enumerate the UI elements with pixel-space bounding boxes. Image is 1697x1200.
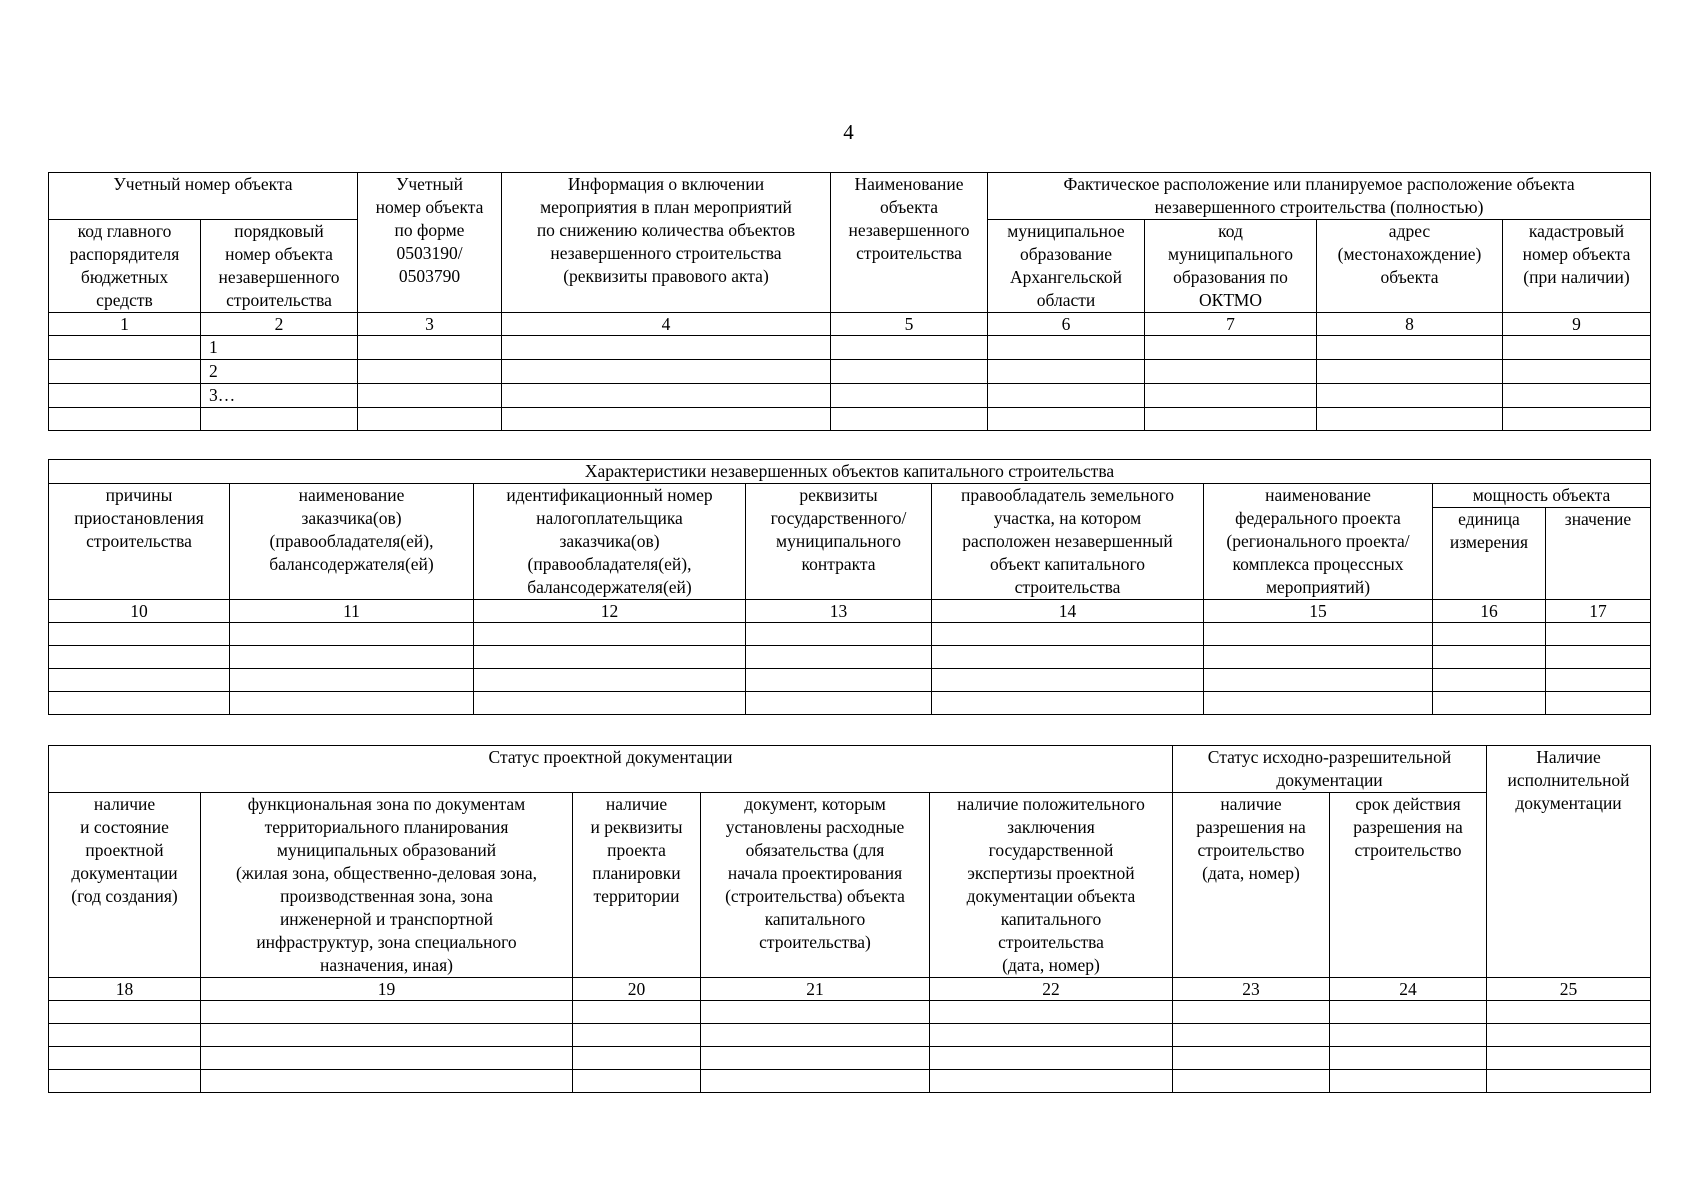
header-line: 0503190/ — [396, 243, 463, 263]
table-row — [49, 1047, 1651, 1070]
header-line: незавершенного — [218, 267, 340, 287]
table-cell[interactable] — [1145, 384, 1317, 408]
header-planning-project — [573, 793, 701, 978]
table-cell[interactable] — [358, 336, 502, 360]
header-federal-project — [1204, 484, 1433, 600]
header-line: разрешения на — [1353, 817, 1463, 837]
table-cell[interactable] — [1433, 669, 1546, 692]
table-cell[interactable] — [1487, 1070, 1651, 1093]
table-cell[interactable] — [49, 623, 230, 646]
header-line: (местонахождение) — [1337, 244, 1482, 264]
header-line: Учетный — [395, 174, 464, 194]
header-line: 0503790 — [398, 266, 461, 286]
header-line: Статус исходно-разрешительной — [1207, 747, 1452, 767]
header-line: по форме — [394, 220, 465, 240]
column-number: 16 — [1433, 600, 1546, 623]
column-number: 10 — [49, 600, 230, 623]
header-permit-validity — [1330, 793, 1487, 978]
header-address — [1317, 220, 1503, 313]
table-cell[interactable] — [1503, 360, 1651, 384]
table-cell[interactable] — [1330, 1047, 1487, 1070]
table-cell[interactable] — [1145, 336, 1317, 360]
header-line: установлены расходные — [725, 817, 905, 837]
header-line: мероприятий) — [1265, 577, 1371, 597]
table-cell[interactable] — [1317, 360, 1503, 384]
data-rows — [49, 623, 1651, 715]
column-number: 24 — [1330, 978, 1487, 1001]
header-line: планировки — [592, 863, 681, 883]
header-line: строительства — [1014, 577, 1121, 597]
table-cell[interactable] — [1204, 623, 1433, 646]
table-cell[interactable] — [230, 623, 474, 646]
table-cell[interactable] — [1487, 1047, 1651, 1070]
header-capacity-group: мощность объекта — [1433, 484, 1651, 508]
header-line: капитального — [1000, 909, 1102, 929]
table-cell[interactable] — [502, 360, 831, 384]
header-line: бюджетных — [80, 267, 169, 287]
header-line: незавершенного — [848, 220, 970, 240]
column-number: 21 — [701, 978, 930, 1001]
page-number: 4 — [843, 120, 854, 144]
table-cell[interactable] — [49, 1001, 201, 1024]
table-cell[interactable] — [1317, 384, 1503, 408]
header-land-rightholder — [932, 484, 1204, 600]
header-plan-inclusion-info — [502, 173, 831, 313]
header-line: и состояние — [80, 817, 169, 837]
header-line: кадастровый — [1528, 221, 1625, 241]
table-cell[interactable] — [1173, 1070, 1330, 1093]
project-documentation-table — [48, 745, 1651, 1093]
table-cell[interactable] — [1546, 692, 1651, 715]
header-line: по снижению количества объектов — [536, 220, 796, 240]
header-line: значение — [1564, 509, 1632, 529]
header-line: (реквизиты правового акта) — [563, 266, 769, 286]
header-line: образование — [1019, 244, 1113, 264]
table-cell[interactable] — [474, 623, 746, 646]
table-cell[interactable] — [930, 1070, 1173, 1093]
header-line: объект капитального — [990, 554, 1145, 574]
header-line: (дата, номер) — [1202, 863, 1300, 883]
column-number-row — [49, 313, 1651, 336]
header-customer-inn — [474, 484, 746, 600]
table-cell[interactable] — [746, 646, 932, 669]
header-line: инфраструктур, зона специального — [256, 932, 517, 952]
table-cell[interactable] — [1317, 408, 1503, 431]
header-line: муниципальных образований — [276, 840, 497, 860]
table-cell[interactable] — [1433, 623, 1546, 646]
table-cell[interactable] — [201, 1001, 573, 1024]
column-number: 20 — [573, 978, 701, 1001]
column-number: 19 — [201, 978, 573, 1001]
data-rows — [49, 336, 1651, 431]
header-line: строительство — [1354, 840, 1462, 860]
table-cell[interactable] — [201, 1070, 573, 1093]
header-line: (при наличии) — [1523, 267, 1630, 287]
table-cell[interactable] — [831, 360, 988, 384]
table-cell[interactable] — [988, 336, 1145, 360]
column-number: 15 — [1204, 600, 1433, 623]
table-cell[interactable] — [573, 1047, 701, 1070]
table-cell[interactable] — [1173, 1001, 1330, 1024]
header-line: строительство — [1197, 840, 1305, 860]
table-cell[interactable] — [988, 360, 1145, 384]
table-cell[interactable] — [49, 384, 201, 408]
table-cell[interactable] — [1546, 646, 1651, 669]
header-line: начала проектирования — [727, 863, 903, 883]
table-cell[interactable] — [230, 692, 474, 715]
column-number: 4 — [502, 313, 831, 336]
header-line: строительства) — [759, 932, 871, 952]
header-line: правообладатель земельного — [960, 485, 1175, 505]
table-cell[interactable] — [358, 360, 502, 384]
table-cell[interactable] — [358, 384, 502, 408]
header-line: области — [1036, 290, 1096, 310]
header-line: проектной — [85, 840, 164, 860]
header-main-manager-code — [49, 220, 201, 313]
header-line: документации — [1515, 793, 1622, 813]
header-customer-name — [230, 484, 474, 600]
header-characteristics-title: Характеристики незавершенных объектов капитального строительства — [49, 460, 1651, 484]
header-cadastral-number — [1503, 220, 1651, 313]
header-line: код главного — [77, 221, 172, 241]
table-cell[interactable] — [1546, 669, 1651, 692]
column-number: 1 — [49, 313, 201, 336]
table-row — [49, 1024, 1651, 1047]
header-project-docs-presence — [49, 793, 201, 978]
header-line: реквизиты — [799, 485, 878, 505]
table-row — [49, 336, 1651, 360]
table-cell[interactable] — [988, 408, 1145, 431]
table-cell[interactable] — [930, 1047, 1173, 1070]
header-line: (год создания) — [71, 886, 178, 906]
column-number: 23 — [1173, 978, 1330, 1001]
header-line: муниципальное — [1007, 221, 1125, 241]
header-line: балансодержателя(ей) — [269, 554, 434, 574]
table-cell[interactable] — [746, 692, 932, 715]
column-number: 18 — [49, 978, 201, 1001]
column-number: 17 — [1546, 600, 1651, 623]
table-cell[interactable] — [1204, 646, 1433, 669]
header-line: единица — [1458, 509, 1520, 529]
table-cell[interactable] — [701, 1001, 930, 1024]
header-account-number-group: Учетный номер объекта — [49, 173, 358, 220]
table-row — [49, 623, 1651, 646]
header-line: строительства — [856, 243, 962, 263]
table-cell[interactable] — [474, 669, 746, 692]
table-cell[interactable] — [1503, 384, 1651, 408]
header-line: экспертизы проектной — [967, 863, 1135, 883]
header-line: контракта — [801, 554, 876, 574]
table-cell[interactable] — [932, 669, 1204, 692]
header-line: средств — [96, 290, 153, 310]
table-cell[interactable] — [49, 360, 201, 384]
column-number: 13 — [746, 600, 932, 623]
header-line: Архангельской — [1010, 267, 1122, 287]
header-line: (жилая зона, общественно-деловая зона, — [235, 863, 538, 883]
header-line: срок действия — [1355, 794, 1461, 814]
table-cell[interactable] — [1204, 692, 1433, 715]
table-cell[interactable] — [932, 692, 1204, 715]
column-number: 25 — [1487, 978, 1651, 1001]
column-number: 12 — [474, 600, 746, 623]
table-cell[interactable] — [1173, 1024, 1330, 1047]
header-line: адрес — [1388, 221, 1431, 241]
data-rows — [49, 1001, 1651, 1093]
column-number: 6 — [988, 313, 1145, 336]
header-project-docs-status: Статус проектной документации — [49, 746, 1173, 793]
table-cell[interactable] — [201, 1047, 573, 1070]
header-line: налогоплательщика — [536, 508, 683, 528]
header-line: государственного/ — [770, 508, 907, 528]
column-number: 5 — [831, 313, 988, 336]
header-line: документации объекта — [966, 886, 1136, 906]
header-line: ОКТМО — [1199, 290, 1262, 310]
table-row — [49, 646, 1651, 669]
header-line: Информация о включении — [567, 174, 765, 194]
header-line: инженерной и транспортной — [279, 909, 494, 929]
column-number: 2 — [201, 313, 358, 336]
table-cell[interactable] — [988, 384, 1145, 408]
column-number: 8 — [1317, 313, 1503, 336]
characteristics-table — [48, 459, 1651, 715]
table-row — [49, 669, 1651, 692]
table-cell[interactable] — [701, 1047, 930, 1070]
header-line: наличие положительного — [957, 794, 1145, 814]
column-number: 7 — [1145, 313, 1317, 336]
header-line: документ, которым — [744, 794, 886, 814]
table-cell[interactable] — [930, 1024, 1173, 1047]
header-line: территориального планирования — [264, 817, 509, 837]
table-cell[interactable] — [1330, 1024, 1487, 1047]
table-cell[interactable] — [1433, 646, 1546, 669]
header-line: участка, на котором — [993, 508, 1142, 528]
header-contract-details — [746, 484, 932, 600]
header-line: незавершенного строительства (полностью) — [1154, 197, 1484, 217]
header-state-expertise — [930, 793, 1173, 978]
header-line: объекта — [880, 197, 938, 217]
header-line: заказчика(ов) — [559, 531, 660, 551]
table-cell[interactable] — [573, 1001, 701, 1024]
header-line: исполнительной — [1507, 770, 1630, 790]
header-line: заказчика(ов) — [301, 508, 402, 528]
table-cell[interactable] — [831, 336, 988, 360]
header-functional-zone — [201, 793, 573, 978]
table-cell[interactable]: 2 — [201, 360, 358, 384]
header-line: (регионального проекта/ — [1226, 531, 1410, 551]
column-number-row — [49, 600, 1651, 623]
table-cell[interactable] — [1330, 1070, 1487, 1093]
header-line: заключения — [1007, 817, 1095, 837]
table-cell[interactable] — [831, 384, 988, 408]
header-object-name — [831, 173, 988, 313]
header-line: (правообладателя(ей), — [269, 531, 434, 551]
table-row — [49, 408, 1651, 431]
table-cell[interactable] — [230, 669, 474, 692]
header-line: строительства — [86, 531, 192, 551]
table-cell[interactable] — [1503, 408, 1651, 431]
header-line: измерения — [1449, 532, 1529, 552]
header-line: код — [1218, 221, 1243, 241]
table-cell[interactable] — [49, 408, 201, 431]
table-row — [49, 692, 1651, 715]
table-cell[interactable] — [201, 1024, 573, 1047]
table-cell[interactable] — [474, 692, 746, 715]
header-line: функциональная зона по документам — [247, 794, 526, 814]
table-cell[interactable] — [49, 646, 230, 669]
table-cell[interactable] — [1204, 669, 1433, 692]
header-line: приостановления — [74, 508, 204, 528]
header-line: Наличие — [1536, 747, 1601, 767]
header-serial-number — [201, 220, 358, 313]
header-line: муниципального — [776, 531, 901, 551]
header-line: наличие — [1220, 794, 1282, 814]
header-line: строительства — [998, 932, 1104, 952]
header-line: проекта — [607, 840, 666, 860]
column-number-row — [49, 978, 1651, 1001]
table-cell[interactable] — [49, 1070, 201, 1093]
table-cell[interactable] — [1145, 360, 1317, 384]
header-line: объекта — [1380, 267, 1439, 287]
table-row — [49, 384, 1651, 408]
header-line: наличие — [93, 794, 156, 814]
column-number: 3 — [358, 313, 502, 336]
header-line: назначения, иная) — [320, 955, 453, 975]
table-cell[interactable] — [502, 408, 831, 431]
table-cell[interactable] — [49, 1047, 201, 1070]
header-line: распорядителя — [69, 244, 180, 264]
header-executive-docs — [1487, 746, 1651, 978]
table-cell[interactable] — [1487, 1001, 1651, 1024]
column-number: 14 — [932, 600, 1204, 623]
header-line: Наименование — [854, 174, 964, 194]
table-cell[interactable] — [1145, 408, 1317, 431]
header-line: (строительства) объекта — [725, 886, 905, 906]
table-cell[interactable]: 3… — [201, 384, 358, 408]
header-expense-obligations-doc — [701, 793, 930, 978]
header-line: наименование — [1265, 485, 1371, 505]
header-line: (правообладателя(ей), — [527, 554, 692, 574]
header-capacity-unit — [1433, 508, 1546, 600]
table-cell[interactable] — [831, 408, 988, 431]
table-cell[interactable] — [1433, 692, 1546, 715]
header-line: комплекса процессных — [1232, 554, 1404, 574]
header-line: образования по — [1173, 267, 1288, 287]
table-cell[interactable] — [1503, 336, 1651, 360]
table-cell[interactable] — [1173, 1047, 1330, 1070]
table-cell[interactable] — [474, 646, 746, 669]
table-cell[interactable] — [358, 408, 502, 431]
table-row — [49, 1001, 1651, 1024]
header-line: государственной — [988, 840, 1114, 860]
header-line: обязательства (для — [745, 840, 885, 860]
table-cell[interactable] — [746, 623, 932, 646]
table-cell[interactable] — [701, 1024, 930, 1047]
table-cell[interactable] — [502, 384, 831, 408]
table-cell[interactable] — [932, 623, 1204, 646]
header-capacity-value — [1546, 508, 1651, 600]
header-line: незавершенного строительства — [550, 243, 782, 263]
header-line: порядковый — [234, 221, 324, 241]
table-cell[interactable] — [502, 336, 831, 360]
header-line: разрешения на — [1196, 817, 1306, 837]
header-line: территории — [593, 886, 680, 906]
column-number: 22 — [930, 978, 1173, 1001]
table-cell[interactable] — [49, 692, 230, 715]
table-cell[interactable] — [573, 1024, 701, 1047]
table-cell[interactable] — [701, 1070, 930, 1093]
table-cell[interactable] — [1546, 623, 1651, 646]
header-line: идентификационный номер — [506, 485, 713, 505]
table-cell[interactable] — [201, 408, 358, 431]
header-line: номер объекта — [1522, 244, 1631, 264]
header-line: наименование — [298, 485, 405, 505]
table-cell[interactable] — [49, 1024, 201, 1047]
table-cell[interactable] — [930, 1001, 1173, 1024]
header-line: расположен незавершенный — [962, 531, 1173, 551]
header-line: муниципального — [1168, 244, 1293, 264]
header-line: номер объекта — [225, 244, 333, 264]
header-line: капитального — [764, 909, 866, 929]
table-cell[interactable] — [1317, 336, 1503, 360]
header-line: наличие — [605, 794, 668, 814]
column-number: 11 — [230, 600, 474, 623]
header-line: документации — [1276, 770, 1383, 790]
header-line: (дата, номер) — [1002, 955, 1100, 975]
header-line: Фактическое расположение или планируемое расположение объекта — [1063, 174, 1575, 194]
header-line: причины — [105, 485, 173, 505]
table-cell[interactable] — [746, 669, 932, 692]
header-line: производственная зона, зона — [280, 886, 493, 906]
column-number: 9 — [1503, 313, 1651, 336]
object-account-table — [48, 172, 1651, 431]
header-permit-docs-status — [1173, 746, 1487, 793]
table-cell[interactable] — [49, 669, 230, 692]
header-municipality — [988, 220, 1145, 313]
header-line: федерального проекта — [1235, 508, 1401, 528]
table-row — [49, 1070, 1651, 1093]
header-line: строительства — [226, 290, 332, 310]
table-row — [49, 360, 1651, 384]
table-cell[interactable] — [230, 646, 474, 669]
header-oktmo-code — [1145, 220, 1317, 313]
table-cell[interactable] — [1487, 1024, 1651, 1047]
table-cell[interactable] — [1330, 1001, 1487, 1024]
header-location-group — [988, 173, 1651, 220]
header-suspension-reasons — [49, 484, 230, 600]
header-line: документации — [71, 863, 178, 883]
header-construction-permit — [1173, 793, 1330, 978]
header-line: мероприятия в план мероприятий — [540, 197, 792, 217]
header-account-number-form — [358, 173, 502, 313]
header-line: номер объекта — [375, 197, 484, 217]
header-line: балансодержателя(ей) — [527, 577, 692, 597]
table-cell[interactable]: 1 — [201, 336, 358, 360]
header-line: и реквизиты — [590, 817, 683, 837]
table-cell[interactable] — [573, 1070, 701, 1093]
table-cell[interactable] — [49, 336, 201, 360]
table-cell[interactable] — [932, 646, 1204, 669]
